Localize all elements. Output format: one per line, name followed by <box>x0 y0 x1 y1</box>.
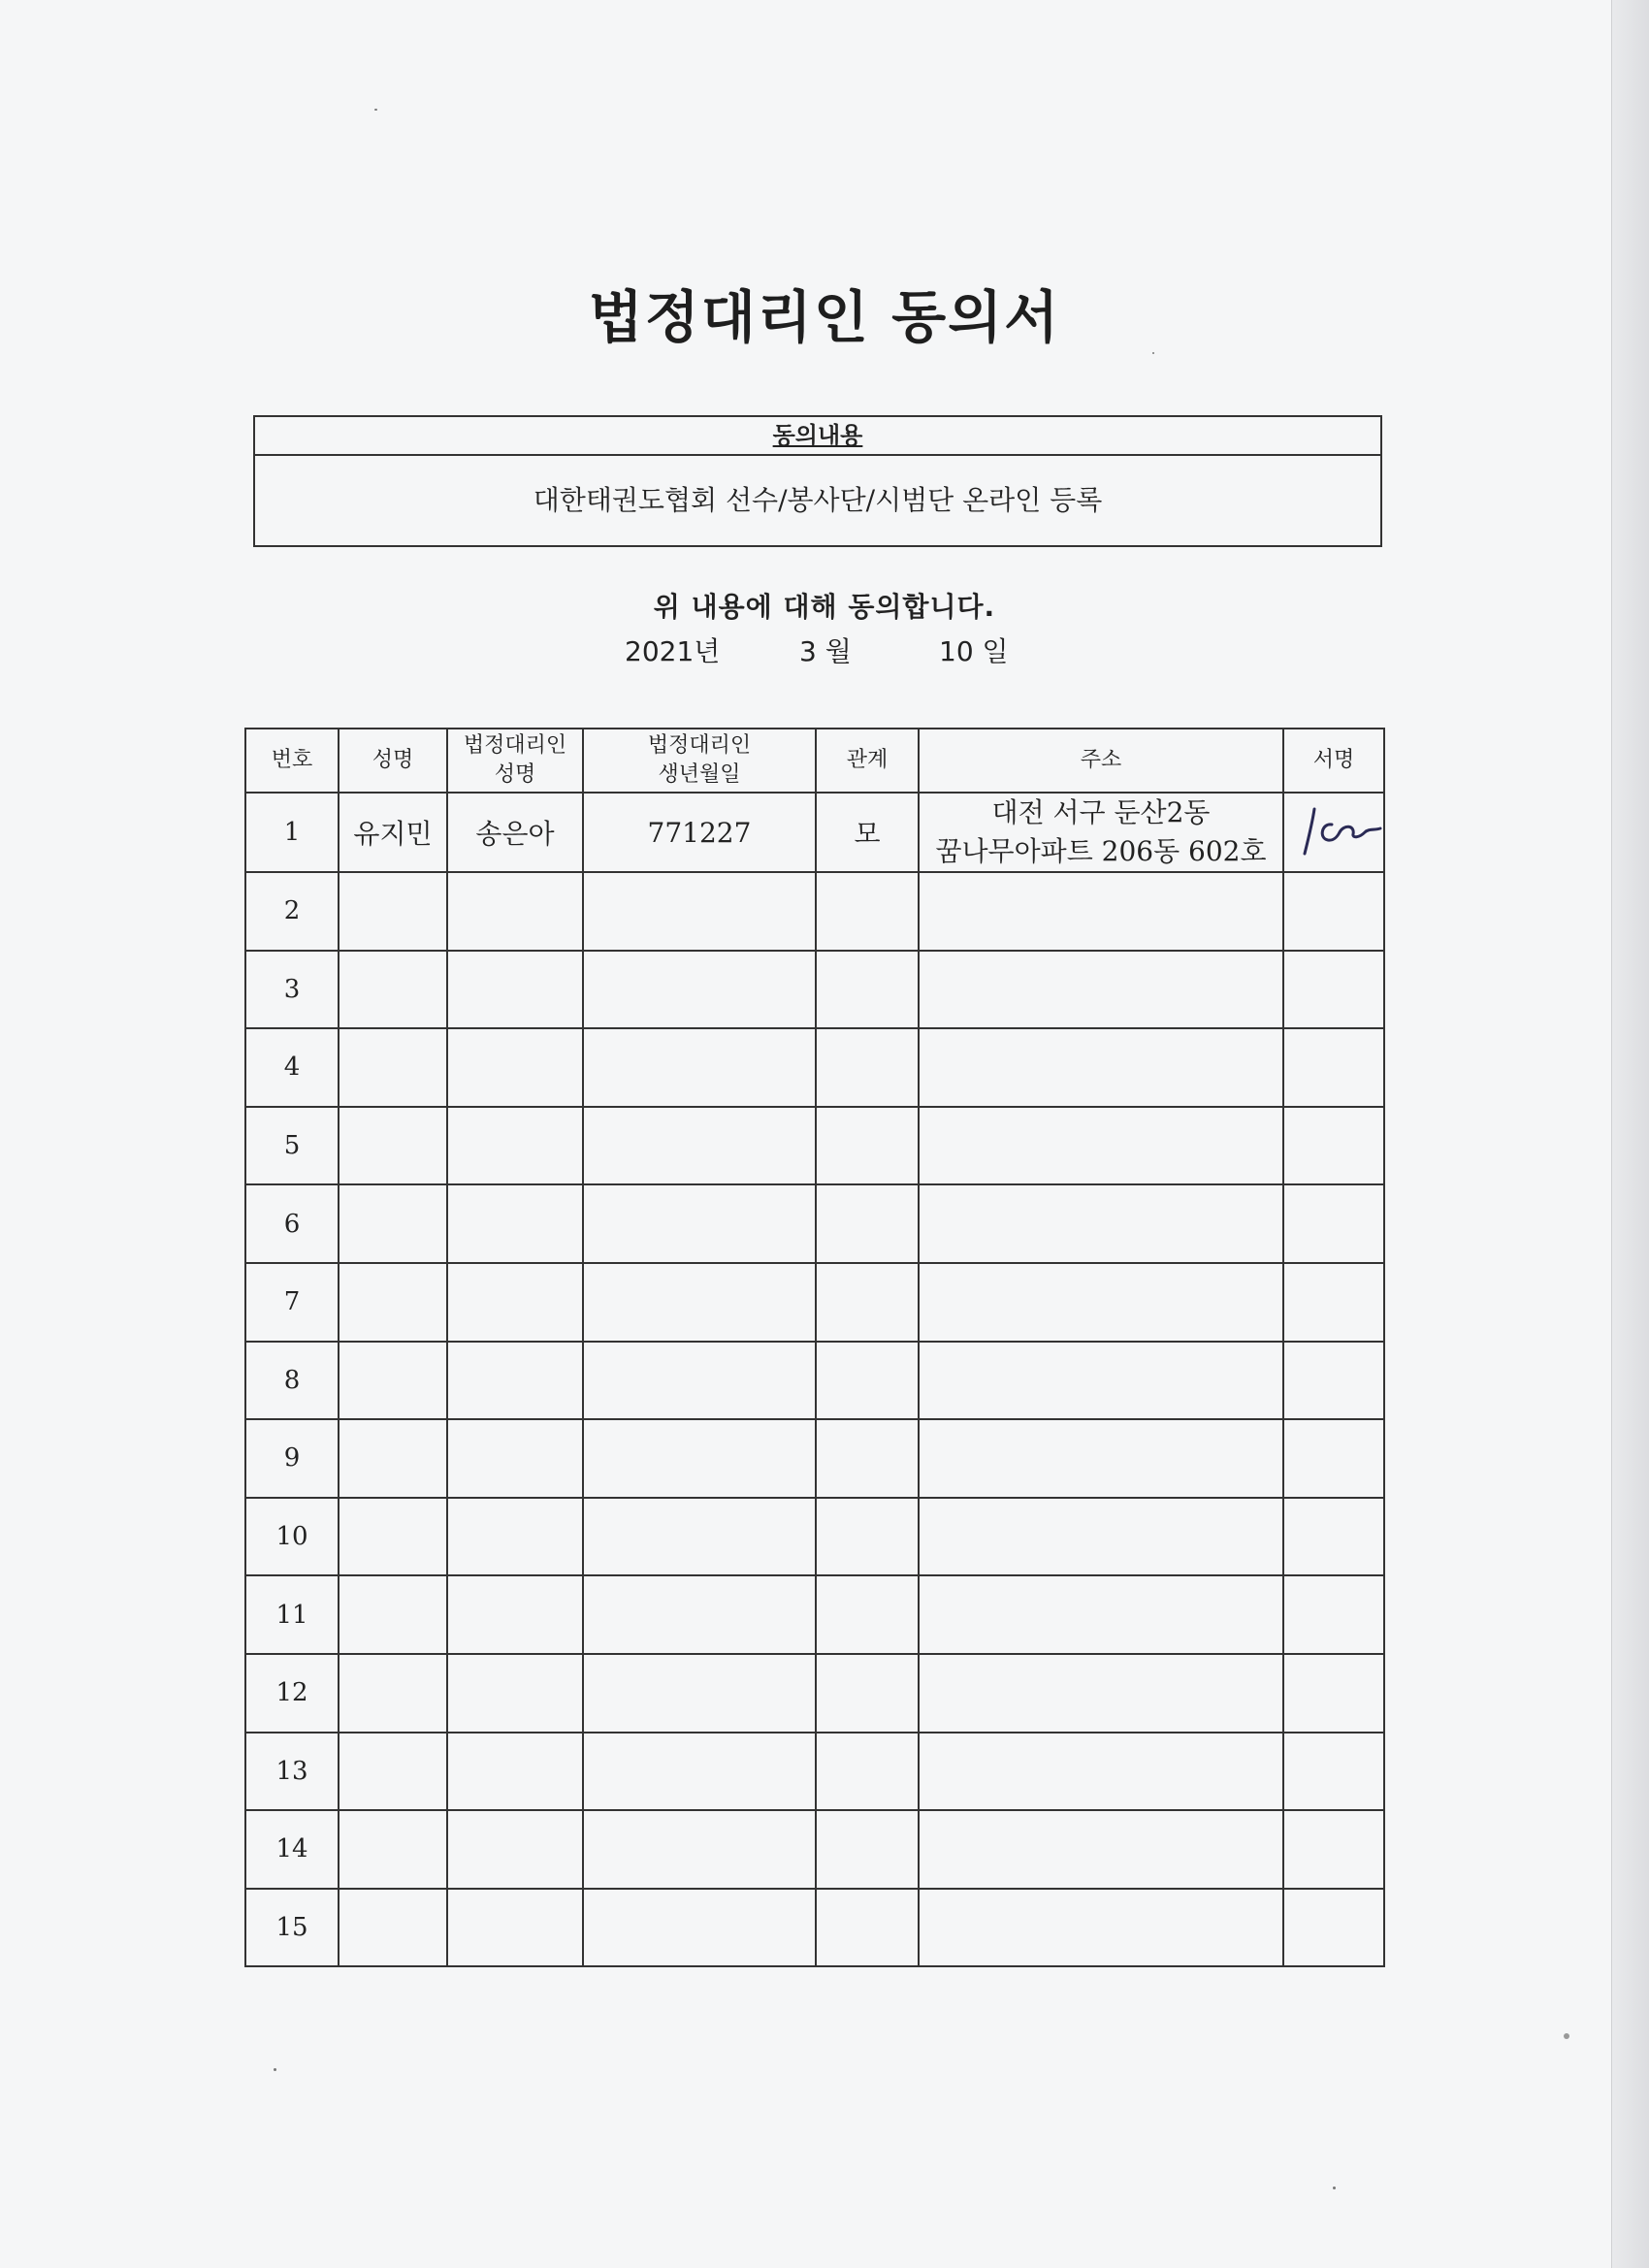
cell-guardian-birth <box>583 1575 816 1654</box>
agreement-statement: 위 내용에 대해 동의합니다. <box>653 591 996 623</box>
cell-signature <box>1283 1419 1384 1498</box>
cell-address <box>919 793 1283 872</box>
table-row <box>245 951 1384 1029</box>
cell-address <box>919 1889 1283 1967</box>
cell-guardian-birth: 771227 <box>583 793 816 872</box>
cell-guardian-birth <box>583 1733 816 1811</box>
table-body <box>245 793 1384 1966</box>
cell-name <box>339 1342 447 1420</box>
table-row <box>245 1889 1384 1967</box>
cell-address <box>919 1654 1283 1733</box>
header-no: 번호 <box>245 729 339 793</box>
cell-no: 1 <box>245 793 339 872</box>
date-day: 10 일 <box>939 635 1009 667</box>
header-signature: 서명 <box>1283 729 1384 793</box>
cell-relation <box>816 951 919 1029</box>
table-row <box>245 1654 1384 1733</box>
cell-address <box>919 1342 1283 1420</box>
cell-signature <box>1283 1654 1384 1733</box>
scan-speck <box>374 109 377 111</box>
cell-address <box>919 872 1283 951</box>
cell-signature <box>1283 1028 1384 1107</box>
cell-guardian-name <box>447 1733 583 1811</box>
cell-no: 13 <box>245 1733 339 1811</box>
cell-guardian-birth <box>583 1419 816 1498</box>
cell-guardian-name <box>447 1654 583 1733</box>
cell-signature <box>1283 1263 1384 1342</box>
consent-box <box>253 415 1382 547</box>
cell-name <box>339 1654 447 1733</box>
cell-name <box>339 1028 447 1107</box>
cell-no: 6 <box>245 1184 339 1263</box>
table-row <box>245 793 1384 872</box>
cell-name <box>339 1263 447 1342</box>
guardian-table <box>244 728 1385 1967</box>
cell-signature <box>1283 1575 1384 1654</box>
cell-guardian-name <box>447 1342 583 1420</box>
cell-signature <box>1283 1498 1384 1576</box>
cell-guardian-birth <box>583 1184 816 1263</box>
cell-relation <box>816 1342 919 1420</box>
table-row <box>245 872 1384 951</box>
cell-name <box>339 1184 447 1263</box>
cell-relation <box>816 1654 919 1733</box>
cell-relation <box>816 1184 919 1263</box>
table-row <box>245 1342 1384 1420</box>
cell-name <box>339 1575 447 1654</box>
table-row <box>245 1028 1384 1107</box>
cell-relation <box>816 1419 919 1498</box>
scan-speck <box>1333 2187 1336 2189</box>
header-guardian-name-line2: 성명 <box>494 762 536 787</box>
cell-guardian-birth <box>583 1342 816 1420</box>
cell-address <box>919 1733 1283 1811</box>
cell-guardian-birth <box>583 1498 816 1576</box>
cell-signature <box>1283 1889 1384 1967</box>
cell-guardian-name <box>447 1419 583 1498</box>
table-row <box>245 1498 1384 1576</box>
cell-signature <box>1283 1810 1384 1889</box>
header-name: 성명 <box>339 729 447 793</box>
cell-relation <box>816 1810 919 1889</box>
table-header-row <box>245 729 1384 793</box>
cell-guardian-birth <box>583 1654 816 1733</box>
table-row <box>245 1419 1384 1498</box>
cell-relation <box>816 1733 919 1811</box>
cell-address <box>919 1028 1283 1107</box>
cell-no: 12 <box>245 1654 339 1733</box>
cell-no: 5 <box>245 1107 339 1185</box>
table-row <box>245 1733 1384 1811</box>
address-line2: 꿈나무아파트 206동 602호 <box>935 835 1267 867</box>
cell-guardian-name: 송은아 <box>447 793 583 872</box>
scan-speck <box>1152 352 1154 354</box>
cell-guardian-name <box>447 872 583 951</box>
date-month: 3 월 <box>799 635 852 667</box>
cell-name <box>339 1498 447 1576</box>
cell-guardian-name <box>447 1889 583 1967</box>
cell-relation <box>816 1028 919 1107</box>
cell-address <box>919 1810 1283 1889</box>
cell-no: 9 <box>245 1419 339 1498</box>
cell-guardian-name <box>447 1263 583 1342</box>
cell-relation <box>816 1263 919 1342</box>
cell-guardian-birth <box>583 872 816 951</box>
cell-name <box>339 872 447 951</box>
header-guardian-birth-line1: 법정대리인 <box>647 733 752 758</box>
cell-relation <box>816 1889 919 1967</box>
cell-signature <box>1283 1733 1384 1811</box>
cell-no: 8 <box>245 1342 339 1420</box>
cell-no: 10 <box>245 1498 339 1576</box>
cell-guardian-birth <box>583 1889 816 1967</box>
cell-name <box>339 1107 447 1185</box>
table-row <box>245 1263 1384 1342</box>
cell-address <box>919 1575 1283 1654</box>
cell-guardian-name <box>447 951 583 1029</box>
table-row <box>245 1184 1384 1263</box>
header-guardian-birth-line2: 생년월일 <box>658 762 741 787</box>
cell-no: 4 <box>245 1028 339 1107</box>
cell-no: 11 <box>245 1575 339 1654</box>
cell-no: 2 <box>245 872 339 951</box>
cell-guardian-name <box>447 1810 583 1889</box>
cell-address <box>919 1107 1283 1185</box>
cell-signature <box>1283 872 1384 951</box>
cell-guardian-birth <box>583 951 816 1029</box>
cell-name <box>339 1810 447 1889</box>
consent-header <box>255 417 1380 456</box>
cell-relation: 모 <box>816 793 919 872</box>
cell-address <box>919 1184 1283 1263</box>
cell-address <box>919 1263 1283 1342</box>
cell-signature <box>1283 1107 1384 1185</box>
consent-body: 대한태권도협회 선수/봉사단/시범단 온라인 등록 <box>533 484 1103 516</box>
date-year: 2021년 <box>625 635 721 667</box>
cell-relation <box>816 872 919 951</box>
cell-address <box>919 951 1283 1029</box>
cell-name <box>339 951 447 1029</box>
cell-signature <box>1283 793 1384 872</box>
document-title: 법정대리인 동의서 <box>588 284 1061 350</box>
consent-header-label: 동의내용 <box>772 422 863 449</box>
table-row <box>245 1107 1384 1185</box>
cell-guardian-birth <box>583 1263 816 1342</box>
table-row <box>245 1575 1384 1654</box>
handwritten-signature <box>1285 795 1382 863</box>
scan-speck <box>1564 2033 1569 2039</box>
cell-address <box>919 1498 1283 1576</box>
cell-name <box>339 1889 447 1967</box>
cell-signature <box>1283 1342 1384 1420</box>
cell-name <box>339 1419 447 1498</box>
header-guardian-birth <box>583 729 816 793</box>
cell-address <box>919 1419 1283 1498</box>
cell-name: 유지민 <box>339 793 447 872</box>
cell-guardian-name <box>447 1184 583 1263</box>
header-guardian-name <box>447 729 583 793</box>
cell-relation <box>816 1575 919 1654</box>
cell-guardian-birth <box>583 1028 816 1107</box>
cell-guardian-birth <box>583 1810 816 1889</box>
header-address: 주소 <box>919 729 1283 793</box>
cell-guardian-name <box>447 1575 583 1654</box>
cell-no: 14 <box>245 1810 339 1889</box>
cell-no: 7 <box>245 1263 339 1342</box>
cell-guardian-birth <box>583 1107 816 1185</box>
cell-signature <box>1283 1184 1384 1263</box>
cell-relation <box>816 1498 919 1576</box>
header-guardian-name-line1: 법정대리인 <box>463 733 567 758</box>
cell-guardian-name <box>447 1028 583 1107</box>
date-line <box>625 631 1009 669</box>
cell-relation <box>816 1107 919 1185</box>
header-relation: 관계 <box>816 729 919 793</box>
cell-no: 3 <box>245 951 339 1029</box>
cell-no: 15 <box>245 1889 339 1967</box>
cell-guardian-name <box>447 1498 583 1576</box>
address-line1: 대전 서구 둔산2동 <box>991 796 1211 828</box>
scan-speck <box>274 2068 276 2071</box>
cell-guardian-name <box>447 1107 583 1185</box>
cell-name <box>339 1733 447 1811</box>
table-row <box>245 1810 1384 1889</box>
cell-signature <box>1283 951 1384 1029</box>
